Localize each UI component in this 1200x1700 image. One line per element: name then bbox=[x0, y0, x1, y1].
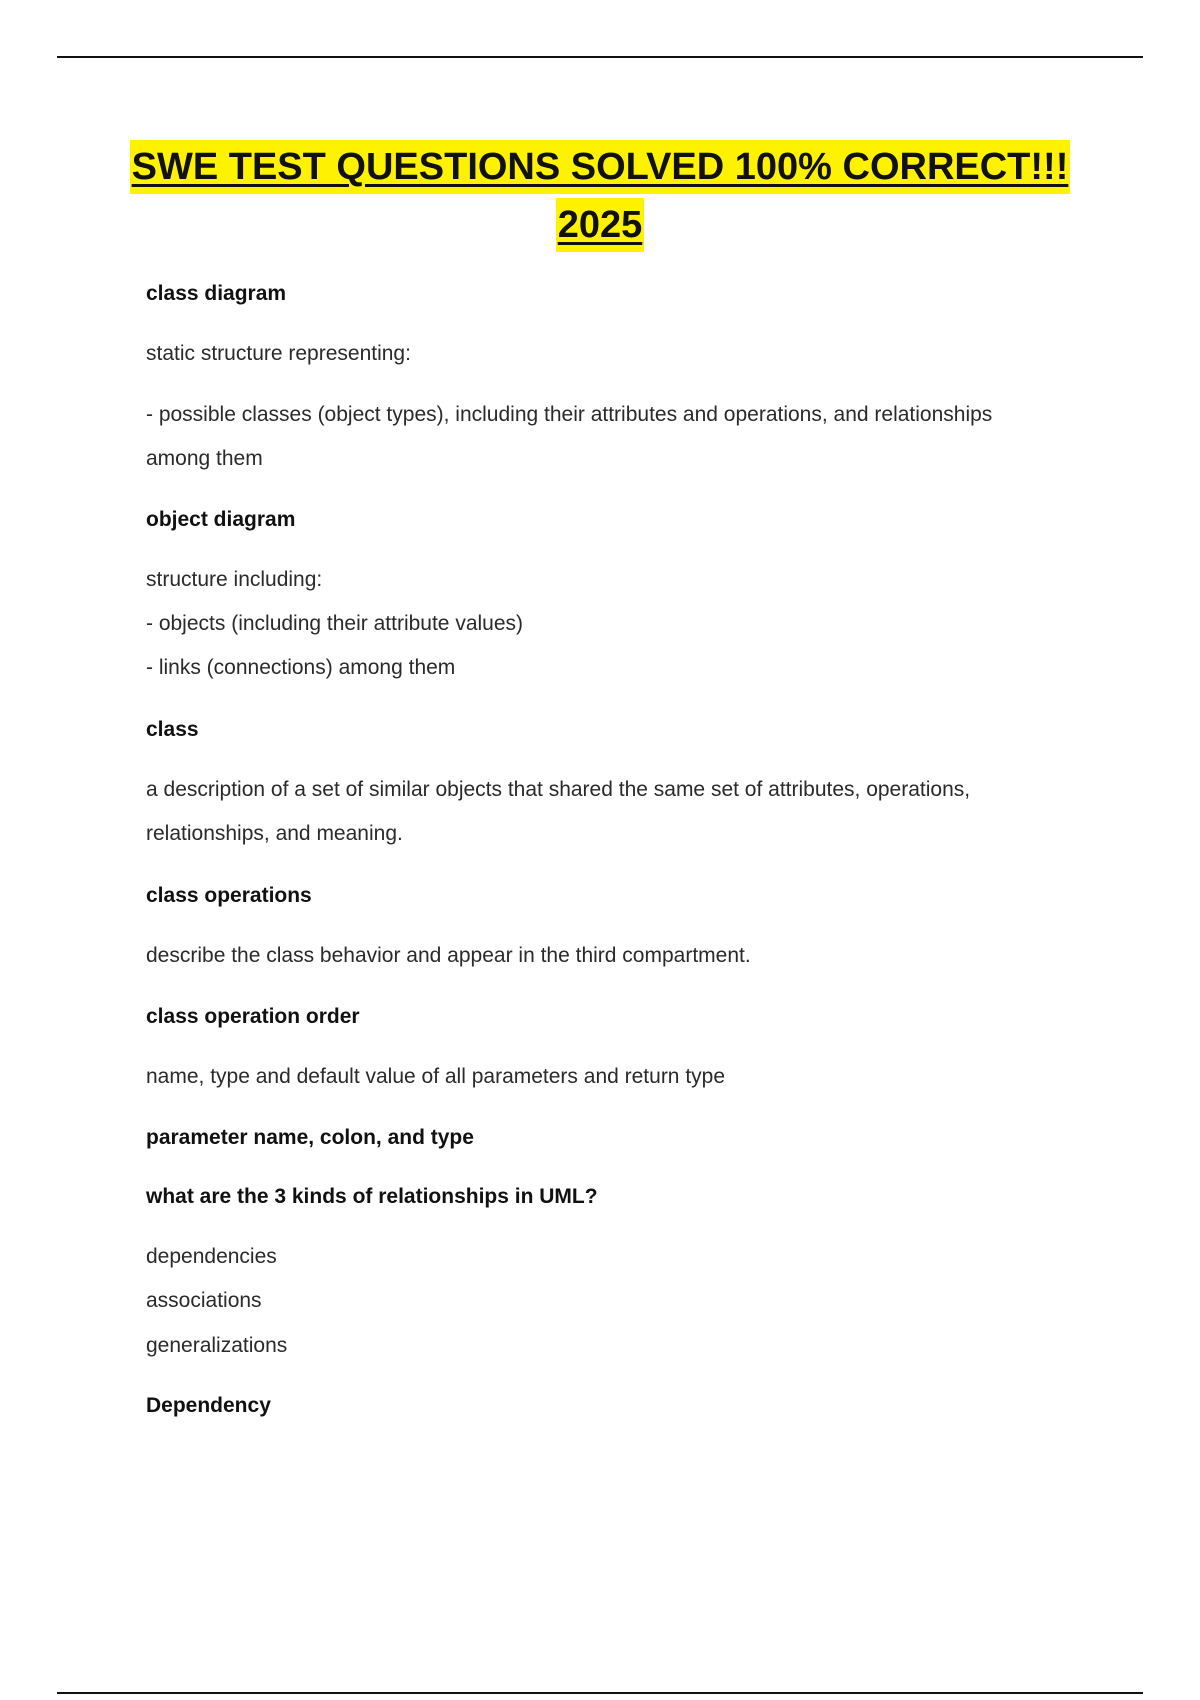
top-rule bbox=[57, 56, 1143, 58]
document-title bbox=[0, 140, 1200, 256]
definition-line: relationships, and meaning. bbox=[146, 822, 403, 845]
title-line-2: 2025 bbox=[556, 198, 645, 252]
term-class: class bbox=[146, 718, 199, 741]
definition-line: among them bbox=[146, 447, 263, 470]
term-parameter-name: parameter name, colon, and type bbox=[146, 1126, 474, 1149]
definition-line: - possible classes (object types), including their attributes and operations, and relationships bbox=[146, 403, 993, 426]
term-class-diagram: class diagram bbox=[146, 282, 287, 305]
term-dependency: Dependency bbox=[146, 1394, 271, 1417]
bottom-rule bbox=[57, 1692, 1143, 1694]
definition-line: describe the class behavior and appear in the third compartment. bbox=[146, 944, 751, 967]
definition-line: - links (connections) among them bbox=[146, 656, 456, 679]
definition-line: a description of a set of similar objects that shared the same set of attributes, operations, bbox=[146, 778, 971, 801]
term-uml-relationships: what are the 3 kinds of relationships in UML? bbox=[146, 1185, 598, 1208]
term-object-diagram: object diagram bbox=[146, 508, 296, 531]
definition-line: static structure representing: bbox=[146, 342, 411, 365]
definition-line: - objects (including their attribute values) bbox=[146, 612, 524, 635]
term-class-operations: class operations bbox=[146, 884, 312, 907]
term-class-operation-order: class operation order bbox=[146, 1005, 360, 1028]
title-line-1: SWE TEST QUESTIONS SOLVED 100% CORRECT!!! bbox=[130, 140, 1071, 194]
definition-line: generalizations bbox=[146, 1334, 288, 1357]
definition-line: associations bbox=[146, 1289, 262, 1312]
definition-line: structure including: bbox=[146, 568, 323, 591]
definition-line: dependencies bbox=[146, 1245, 277, 1268]
definition-line: name, type and default value of all parameters and return type bbox=[146, 1065, 726, 1088]
